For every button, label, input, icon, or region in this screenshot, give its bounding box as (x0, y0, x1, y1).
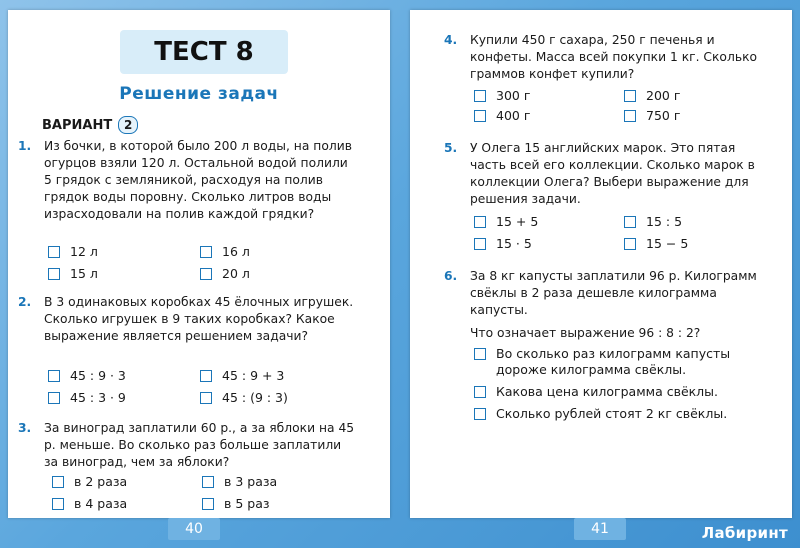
checkbox[interactable] (48, 246, 60, 258)
task-text: За 8 кг капусты заплатили 96 р. Килограмм свёклы в 2 раза дешевле килограмма капусты. (470, 269, 757, 317)
checkbox[interactable] (48, 370, 60, 382)
variant-label-text: ВАРИАНТ (42, 118, 113, 133)
option-label: 45 : 3 · 9 (70, 390, 126, 405)
option-label: в 3 раза (224, 474, 278, 489)
section-title: Решение задач (119, 84, 279, 104)
checkbox[interactable] (200, 370, 212, 382)
option-3d[interactable] (202, 496, 270, 512)
option-label: 15 · 5 (496, 236, 532, 251)
option-label: 45 : 9 · 3 (70, 368, 126, 383)
option-label: 15 + 5 (496, 214, 539, 229)
page-number: 40 (168, 518, 220, 540)
option-label: Во сколько раз килограмм капусты дороже килограмма свёклы. (496, 346, 731, 377)
task-text: В 3 одинаковых коробках 45 ёлочных игрушек. Сколько игрушек в 9 таких коробках? Какое выражение является решением задачи? (44, 295, 354, 343)
task-6 (444, 268, 774, 342)
task-question: Что означает выражение 96 : 8 : 2? (470, 326, 701, 340)
option-1c[interactable] (48, 266, 98, 282)
task-3 (18, 420, 358, 471)
option-label: 15 : 5 (646, 214, 683, 229)
option-label: 16 л (222, 244, 250, 259)
option-6b[interactable] (474, 384, 718, 400)
option-1a[interactable] (48, 244, 98, 260)
option-label: 45 : (9 : 3) (222, 390, 288, 405)
option-2a[interactable] (48, 368, 126, 384)
checkbox[interactable] (202, 476, 214, 488)
checkbox[interactable] (624, 238, 636, 250)
option-3c[interactable] (52, 496, 127, 512)
checkbox[interactable] (474, 110, 486, 122)
checkbox[interactable] (474, 216, 486, 228)
option-label: в 5 раз (224, 496, 270, 511)
task-number: 3. (18, 421, 32, 435)
task-number: 6. (444, 269, 458, 283)
option-4c[interactable] (474, 108, 530, 124)
option-5d[interactable] (624, 236, 688, 252)
option-label: 15 л (70, 266, 98, 281)
option-label: в 4 раза (74, 496, 128, 511)
checkbox[interactable] (52, 498, 64, 510)
checkbox[interactable] (52, 476, 64, 488)
option-4d[interactable] (624, 108, 680, 124)
option-label: 200 г (646, 88, 681, 103)
checkbox[interactable] (474, 90, 486, 102)
checkbox[interactable] (474, 348, 486, 360)
checkbox[interactable] (200, 392, 212, 404)
checkbox[interactable] (474, 386, 486, 398)
option-2c[interactable] (48, 390, 126, 406)
option-label: 750 г (646, 108, 681, 123)
checkbox[interactable] (474, 408, 486, 420)
task-text: У Олега 15 английских марок. Это пятая часть всей его коллекции. Сколько марок в коллекции Олега? Выбери выражение для решения задачи. (470, 141, 755, 206)
checkbox[interactable] (624, 110, 636, 122)
option-2b[interactable] (200, 368, 284, 384)
option-3b[interactable] (202, 474, 277, 490)
option-label: 20 л (222, 266, 250, 281)
option-5b[interactable] (624, 214, 682, 230)
option-label: Какова цена килограмма свёклы. (496, 384, 719, 399)
task-text: За виноград заплатили 60 р., а за яблоки на 45 р. меньше. Во сколько раз больше заплатили за виноград, чем за яблоки? (44, 421, 355, 469)
option-5c[interactable] (474, 236, 532, 252)
task-5 (444, 140, 774, 208)
task-2 (18, 294, 358, 345)
option-label: 300 г (496, 88, 531, 103)
option-label: 400 г (496, 108, 531, 123)
option-label: 45 : 9 + 3 (222, 368, 285, 383)
task-4 (444, 32, 774, 83)
option-1d[interactable] (200, 266, 250, 282)
option-6a[interactable] (474, 346, 764, 378)
variant-label (42, 116, 138, 134)
task-number: 2. (18, 295, 32, 309)
option-5a[interactable] (474, 214, 538, 230)
option-3a[interactable] (52, 474, 127, 490)
option-label: в 2 раза (74, 474, 128, 489)
task-1 (18, 138, 358, 223)
option-1b[interactable] (200, 244, 250, 260)
checkbox[interactable] (474, 238, 486, 250)
test-title: ТЕСТ 8 (120, 30, 288, 74)
checkbox[interactable] (202, 498, 214, 510)
option-6c[interactable] (474, 406, 727, 422)
option-label: 15 − 5 (646, 236, 689, 251)
option-4b[interactable] (624, 88, 680, 104)
checkbox[interactable] (624, 216, 636, 228)
task-text: Из бочки, в которой было 200 л воды, на полив огурцов взяли 120 л. Остальной водой полили 5 грядок с земляникой, расходуя на полив грядок воды поровну. Сколько литров воды израсходовали на полив каждой грядки? (44, 139, 352, 221)
checkbox[interactable] (624, 90, 636, 102)
option-2d[interactable] (200, 390, 288, 406)
option-label: Сколько рублей стоят 2 кг свёклы. (496, 406, 728, 421)
checkbox[interactable] (48, 392, 60, 404)
task-text: Купили 450 г сахара, 250 г печенья и конфеты. Масса всей покупки 1 кг. Сколько граммов конфет купили? (470, 33, 758, 81)
labirint-logo: Лабиринт (701, 524, 788, 542)
task-number: 4. (444, 33, 458, 47)
task-number: 1. (18, 139, 32, 153)
checkbox[interactable] (48, 268, 60, 280)
checkbox[interactable] (200, 246, 212, 258)
page-number: 41 (574, 518, 626, 540)
left-page (8, 10, 390, 537)
variant-number-badge: 2 (118, 116, 138, 134)
task-number: 5. (444, 141, 458, 155)
option-label: 12 л (70, 244, 98, 259)
option-4a[interactable] (474, 88, 530, 104)
checkbox[interactable] (200, 268, 212, 280)
